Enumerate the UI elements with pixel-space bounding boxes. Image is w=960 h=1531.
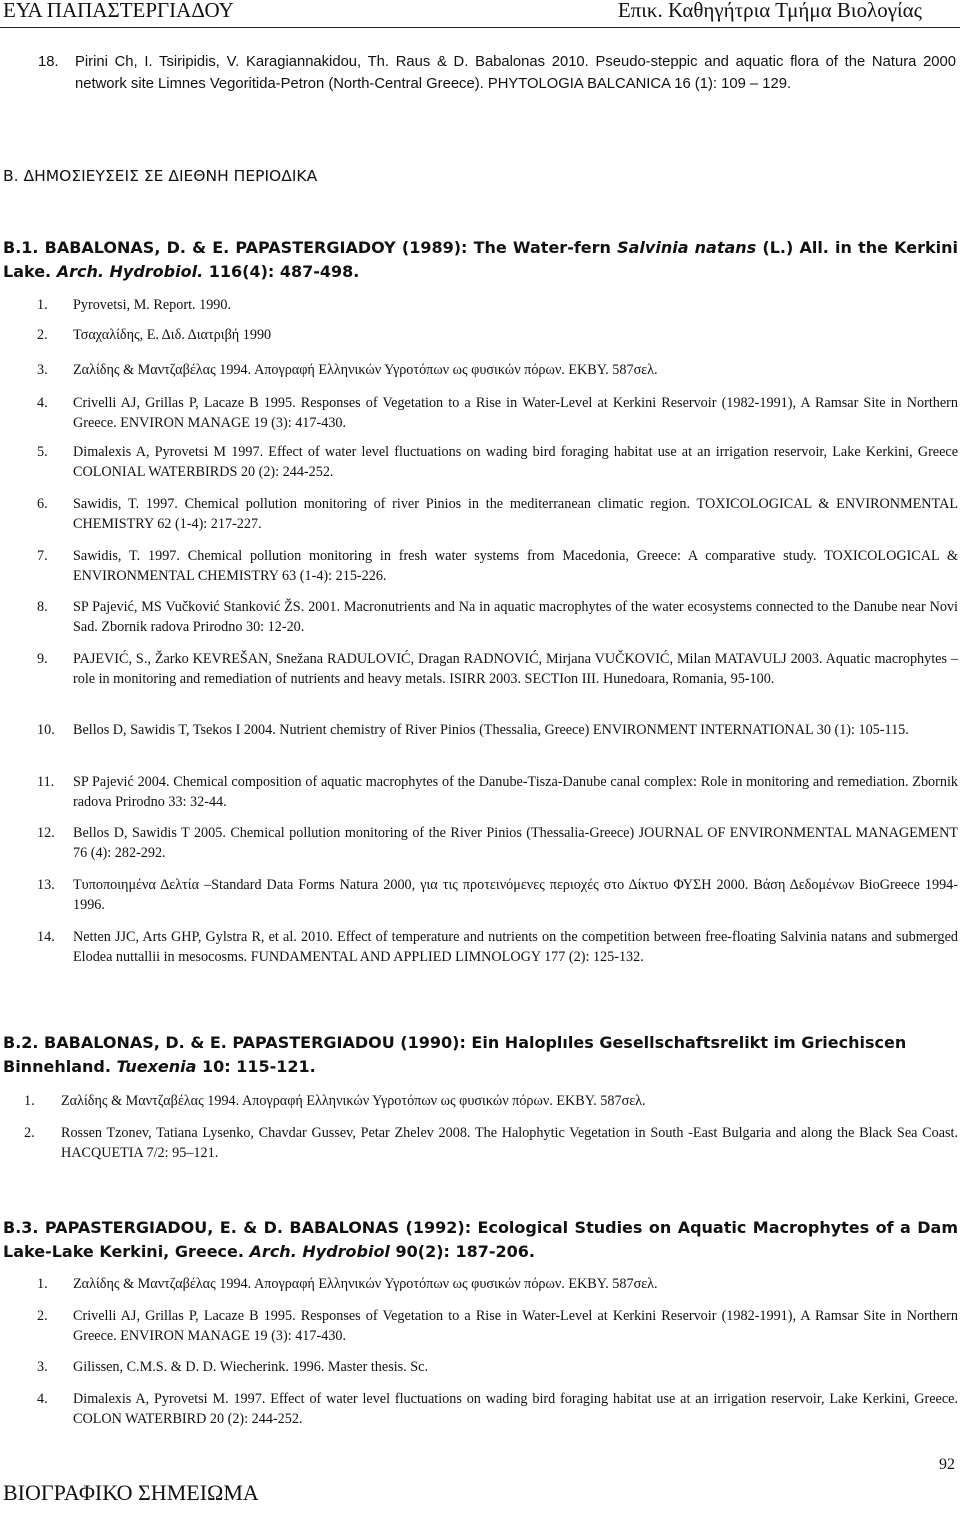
reference-item	[37, 721, 958, 741]
b1-heading	[3, 236, 958, 284]
b2-heading	[3, 1031, 958, 1079]
reference-text: Τυποποιημένα Δελτία –Standard Data Forms Natura 2000, για τις προτεινόμενες περιοχές στο Δίκτυο ΦΥΣΗ 2000. Βάση Δεδομένων BioGreece 1994-1996.	[73, 877, 958, 913]
reference-item	[37, 495, 958, 534]
b1-heading-part: (L.) All. in the Kerkini Lake.	[3, 238, 958, 281]
reference-text: Rossen Tzonev, Tatiana Lysenko, Chavdar Gussev, Petar Zhelev 2008. The Halophytic Vegetation in South -East Bulgaria and along the Black Sea Coast. HACQUETIA 7/2: 95–121.	[61, 1125, 958, 1161]
b1-heading-part: 116(4): 487-498.	[203, 262, 360, 281]
reference-text: Bellos D, Sawidis T 2005. Chemical pollution monitoring of the River Pinios (Thessalia-Greece) JOURNAL OF ENVIRONMENTAL MANAGEMENT 76 (4): 282-292.	[73, 825, 958, 861]
reference-text: Crivelli AJ, Grillas P, Lacaze B 1995. Responses of Vegetation to a Rise in Water-Level at Kerkini Reservoir (1982-1991), A Ramsar Site in Northern Greece. ENVIRON MANAGE 19 (3): 417-430.	[73, 395, 958, 431]
b2-heading-part: B.2. BABALONAS, D. & E. PAPASTERGIADOU (1990): Ein Haloplıles Gesellschaftsrelikt im Griechiscen Binnehland.	[3, 1033, 907, 1076]
b1-heading-species: Salvinia natans	[617, 238, 757, 257]
reference-text: Pirini Ch, I. Tsiripidis, V. Karagiannakidou, Th. Raus & D. Babalonas 2010. Pseudo-steppic and aquatic flora of the Natura 2000 network site Limnes Vegoritida-Petron (North-Central Greece). PHYTOLOGIA BALCANICA 16 (1): 109 – 129.	[75, 54, 956, 92]
header-title: Επικ. Καθηγήτρια Τμήμα Βιολογίας	[617, 0, 922, 22]
page-number: 92	[939, 1456, 955, 1473]
reference-text: PAJEVIĆ, S., Žarko KEVREŠAN, Snežana RADULOVIĆ, Dragan RADNOVIĆ, Mirjana VUČKOVIĆ, Milan MATAVULJ 2003. Aquatic macrophytes – role in monitoring and remediation of nutrients and heavy metals. ISIRR 2003. SECTIon III. Hunedoara, Romania, 95-100.	[73, 651, 958, 687]
reference-text: Dimalexis A, Pyrovetsi M 1997. Effect of water level fluctuations on wading bird foraging habitat use at an irrigation reservoir, Lake Kerkini, Greece COLONIAL WATERBIRDS 20 (2): 244-252.	[73, 444, 958, 480]
reference-item	[37, 443, 958, 482]
reference-text: SP Pajević, MS Vučković Stanković ŽS. 2001. Macronutrients and Na in aquatic macrophytes of the water ecosystems connected to the Danube near Novi Sad. Zbornik radova Prirodno 30: 12-20.	[73, 599, 958, 635]
reference-18	[38, 52, 956, 95]
reference-number: 7.	[37, 548, 48, 564]
reference-item	[37, 1275, 958, 1295]
b2-heading-journal: Tuexenia	[116, 1057, 197, 1076]
b3-heading-part: 90(2): 187-206.	[389, 1242, 535, 1261]
reference-text: Pyrovetsi, M. Report. 1990.	[73, 297, 232, 313]
reference-text: Dimalexis A, Pyrovetsi M. 1997. Effect of water level fluctuations on wading bird foraging habitat use at an irrigation reservoir, Lake Kerkini, Greece. COLON WATERBIRD 20 (2): 244-252.	[73, 1391, 958, 1427]
reference-number: 14.	[37, 929, 55, 945]
reference-text: Netten JJC, Arts GHP, Gylstra R, et al. 2010. Effect of temperature and nutrients on the competition between free-floating Salvinia natans and submerged Elodea nuttallii in mesocosms. FUNDAMENTAL AND APPLIED LIMNOLOGY 177 (2): 125-132.	[73, 929, 958, 965]
reference-item	[24, 1092, 958, 1112]
reference-number: 13.	[37, 877, 55, 893]
b3-heading-part: B.3. PAPASTERGIADOU, E. & D. BABALONAS (1992): Ecological Studies on Aquatic Macrophytes of a Dam Lake-Lake Kerkini, Greece.	[3, 1218, 958, 1261]
reference-number: 1.	[37, 297, 48, 313]
reference-text: SP Pajević 2004. Chemical composition of aquatic macrophytes of the Danube-Tisza-Danube canal complex: Role in monitoring and remediation. Zbornik radova Prirodno 33: 32-44.	[73, 774, 958, 810]
reference-number: 2.	[24, 1125, 35, 1141]
reference-item	[37, 650, 958, 689]
reference-number: 4.	[37, 1391, 48, 1407]
header-divider	[0, 27, 960, 28]
reference-text: Τσαχαλίδης, Ε. Διδ. Διατριβή 1990	[73, 327, 272, 343]
reference-text: Sawidis, T. 1997. Chemical pollution monitoring of river Pinios in the mediterranean climatic region. TOXICOLOGICAL & ENVIRONMENTAL CHEMISTRY 62 (1-4): 217-227.	[73, 496, 958, 532]
reference-text: Crivelli AJ, Grillas P, Lacaze B 1995. Responses of Vegetation to a Rise in Water-Level at Kerkini Reservoir (1982-1991), A Ramsar Site in Northern Greece. ENVIRON MANAGE 19 (3): 417-430.	[73, 1308, 958, 1344]
reference-item	[37, 547, 958, 586]
reference-number: 3.	[37, 1359, 48, 1375]
reference-text: Ζαλίδης & Μαντζαβέλας 1994. Απογραφή Ελληνικών Υγροτόπων ως φυσικών πόρων. ΕΚΒΥ. 587σελ.	[73, 362, 658, 378]
reference-item	[37, 394, 958, 433]
reference-number: 9.	[37, 651, 48, 667]
reference-item	[37, 824, 958, 863]
reference-number: 6.	[37, 496, 48, 512]
header-author: ΕΥΑ ΠΑΠΑΣΤΕΡΓΙΑΔΟΥ	[3, 0, 234, 22]
reference-number: 4.	[37, 395, 48, 411]
reference-number: 1.	[24, 1093, 35, 1109]
reference-item	[24, 1124, 958, 1163]
reference-text: Ζαλίδης & Μαντζαβέλας 1994. Απογραφή Ελληνικών Υγροτόπων ως φυσικών πόρων. ΕΚΒΥ. 587σελ.	[61, 1093, 646, 1109]
reference-number: 11.	[37, 774, 55, 790]
reference-item	[37, 326, 958, 346]
reference-item	[37, 1307, 958, 1346]
reference-item	[37, 773, 958, 812]
b3-heading	[3, 1216, 958, 1264]
reference-item	[37, 1358, 958, 1378]
reference-number: 8.	[37, 599, 48, 615]
section-heading-b: B. ΔΗΜΟΣΙΕΥΣΕΙΣ ΣΕ ΔΙΕΘΝΗ ΠΕΡΙΟΔΙΚΑ	[3, 167, 318, 185]
b1-heading-journal: Arch. Hydrobiol.	[56, 262, 204, 281]
reference-number: 1.	[37, 1276, 48, 1292]
reference-number: 5.	[37, 444, 48, 460]
reference-item	[37, 876, 958, 915]
reference-item	[37, 598, 958, 637]
reference-text: Gilissen, C.M.S. & D. D. Wiecherink. 1996. Master thesis. Sc.	[73, 1359, 429, 1375]
reference-text: Sawidis, T. 1997. Chemical pollution monitoring in fresh water systems from Macedonia, Greece: A comparative study. TOXICOLOGICAL & ENVIRONMENTAL CHEMISTRY 63 (1-4): 215-226.	[73, 548, 958, 584]
reference-item	[37, 296, 958, 316]
reference-item	[37, 1390, 958, 1429]
footer-title: ΒΙΟΓΡΑΦΙΚΟ ΣΗΜΕΙΩΜΑ	[3, 1480, 259, 1505]
b1-heading-part: B.1. BABALONAS, D. & E. PAPASTERGIADOY (1989): The Water-fern	[3, 238, 618, 257]
reference-number: 2.	[37, 1308, 48, 1324]
reference-text: Bellos D, Sawidis T, Tsekos I 2004. Nutrient chemistry of River Pinios (Thessalia, Greece) ENVIRONMENT INTERNATIONAL 30 (1): 105-115.	[73, 722, 909, 738]
b2-heading-part: 10: 115-121.	[196, 1057, 316, 1076]
reference-item	[37, 928, 958, 967]
reference-number: 3.	[37, 362, 48, 378]
reference-number: 10.	[37, 722, 55, 738]
reference-text: Ζαλίδης & Μαντζαβέλας 1994. Απογραφή Ελληνικών Υγροτόπων ως φυσικών πόρων. ΕΚΒΥ. 587σελ.	[73, 1276, 658, 1292]
reference-number: 2.	[37, 327, 48, 343]
reference-number: 18.	[38, 54, 59, 70]
b3-heading-journal: Arch. Hydrobiol	[249, 1242, 390, 1261]
reference-item	[37, 361, 958, 381]
reference-number: 12.	[37, 825, 55, 841]
